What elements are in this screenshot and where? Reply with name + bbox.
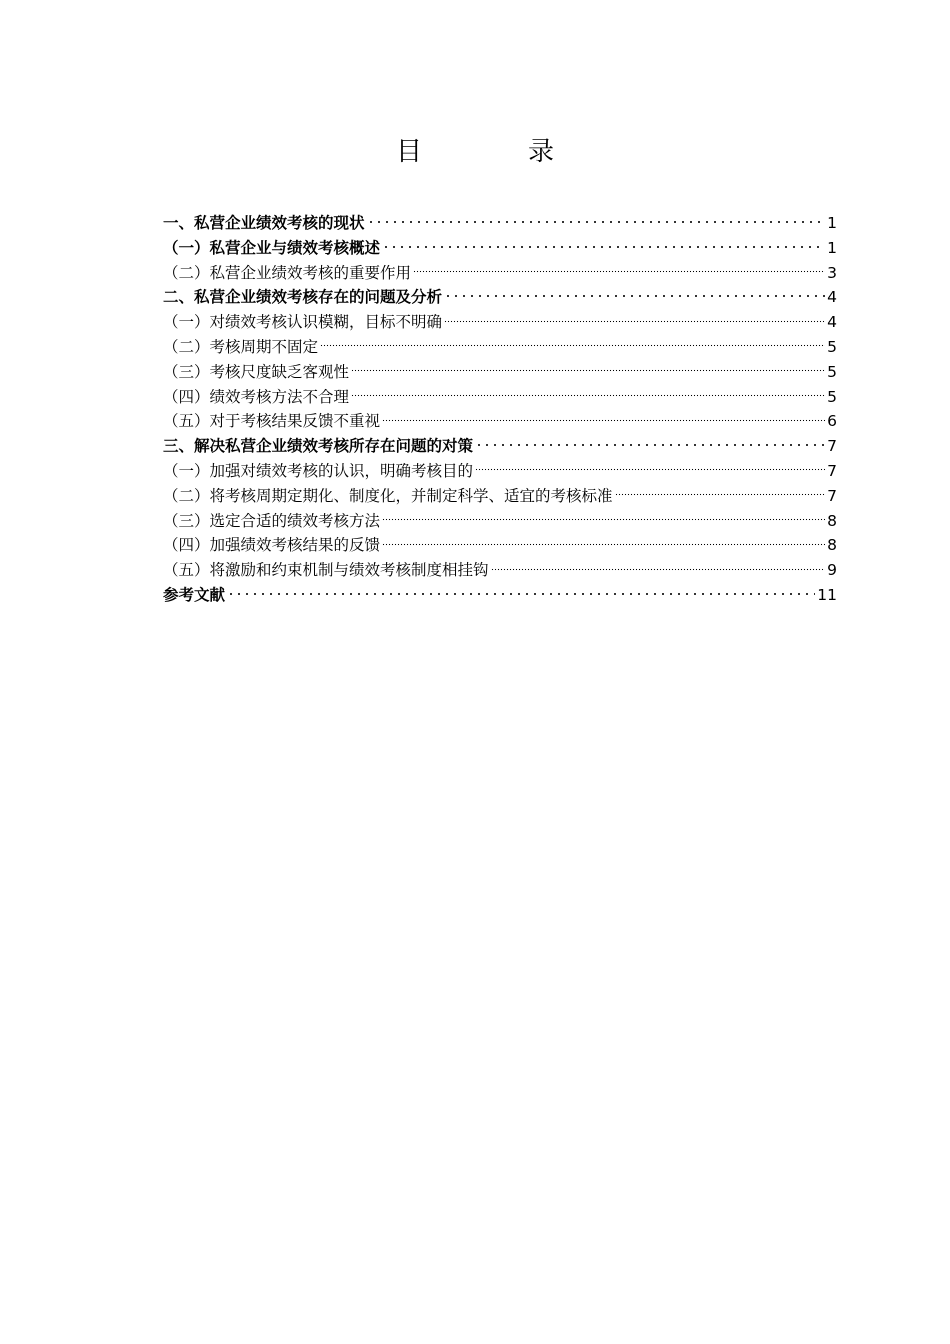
toc-entry-label: 参考文献 (163, 585, 226, 604)
toc-list (163, 211, 837, 608)
toc-entry[interactable] (163, 261, 837, 286)
toc-entry[interactable] (163, 409, 837, 434)
toc-dot-leader (320, 344, 825, 348)
toc-entry[interactable] (163, 385, 837, 410)
toc-page-number: 5 (827, 362, 837, 381)
toc-dot-leader (475, 443, 825, 447)
toc-page-number: 4 (827, 288, 837, 307)
toc-entry-label: （五）将激励和约束机制与绩效考核制度相挂钩 (163, 561, 489, 580)
toc-entry-label: （一）加强对绩效考核的认识，明确考核目的 (163, 461, 474, 480)
toc-entry-label: （二）私营企业绩效考核的重要作用 (163, 263, 412, 282)
toc-entry[interactable] (163, 310, 837, 335)
toc-entry-label: （一）对绩效考核认识模糊，目标不明确 (163, 313, 443, 332)
toc-entry-label: （二）将考核周期定期化、制度化，并制定科学、适宜的考核标准 (163, 486, 613, 505)
toc-entry-label: （四）加强绩效考核结果的反馈 (163, 536, 381, 555)
toc-page-number: 1 (827, 238, 837, 257)
toc-entry[interactable] (163, 484, 837, 509)
toc-page-number: 9 (827, 561, 837, 580)
toc-page-number: 5 (827, 387, 837, 406)
toc-dot-leader (475, 468, 825, 472)
toc-entry[interactable] (163, 459, 837, 484)
toc-dot-leader (491, 567, 826, 571)
toc-entry-label: （四）绩效考核方法不合理 (163, 387, 350, 406)
toc-page-number: 7 (827, 486, 837, 505)
toc-page-number: 5 (827, 337, 837, 356)
toc-entry[interactable] (163, 434, 837, 459)
toc-dot-leader (382, 245, 825, 249)
toc-entry[interactable] (163, 236, 837, 261)
toc-page-number: 7 (827, 437, 837, 456)
toc-page-number: 8 (827, 511, 837, 530)
toc-page-number: 6 (827, 412, 837, 431)
toc-page-number: 3 (827, 263, 837, 282)
toc-entry-label: （五）对于考核结果反馈不重视 (163, 412, 381, 431)
toc-entry[interactable] (163, 360, 837, 385)
toc-entry[interactable] (163, 583, 837, 608)
toc-entry-label: （三）考核尺度缺乏客观性 (163, 362, 350, 381)
toc-dot-leader (367, 220, 826, 224)
page-title: 目 录 (395, 137, 594, 167)
toc-entry[interactable] (163, 558, 837, 583)
toc-entry-label: （二）考核周期不固定 (163, 337, 319, 356)
toc-dot-leader (444, 319, 825, 323)
toc-entry-label: 一、私营企业绩效考核的现状 (163, 214, 365, 232)
toc-page-number: 8 (827, 536, 837, 555)
toc-dot-leader (351, 369, 825, 373)
toc-dot-leader (444, 294, 825, 298)
toc-entry[interactable] (163, 211, 837, 236)
toc-page-number: 7 (827, 461, 837, 480)
toc-dot-leader (413, 270, 825, 274)
toc-page-number: 11 (817, 585, 837, 604)
toc-entry[interactable] (163, 533, 837, 558)
toc-entry[interactable] (163, 509, 837, 534)
toc-entry-label: 二、私营企业绩效考核存在的问题及分析 (163, 288, 443, 307)
toc-entry-label: 三、解决私营企业绩效考核所存在问题的对策 (163, 437, 474, 456)
toc-dot-leader (382, 542, 825, 546)
toc-dot-leader (382, 518, 825, 522)
toc-entry[interactable] (163, 285, 837, 310)
toc-dot-leader (227, 592, 815, 596)
toc-entry-label: （三）选定合适的绩效考核方法 (163, 511, 381, 530)
toc-page-number: 1 (827, 214, 837, 232)
toc-dot-leader (351, 394, 825, 398)
toc-dot-leader (615, 493, 826, 497)
toc-page-number: 4 (827, 313, 837, 332)
toc-entry[interactable] (163, 335, 837, 360)
toc-dot-leader (382, 418, 825, 422)
toc-entry-label: （一）私营企业与绩效考核概述 (163, 238, 381, 257)
